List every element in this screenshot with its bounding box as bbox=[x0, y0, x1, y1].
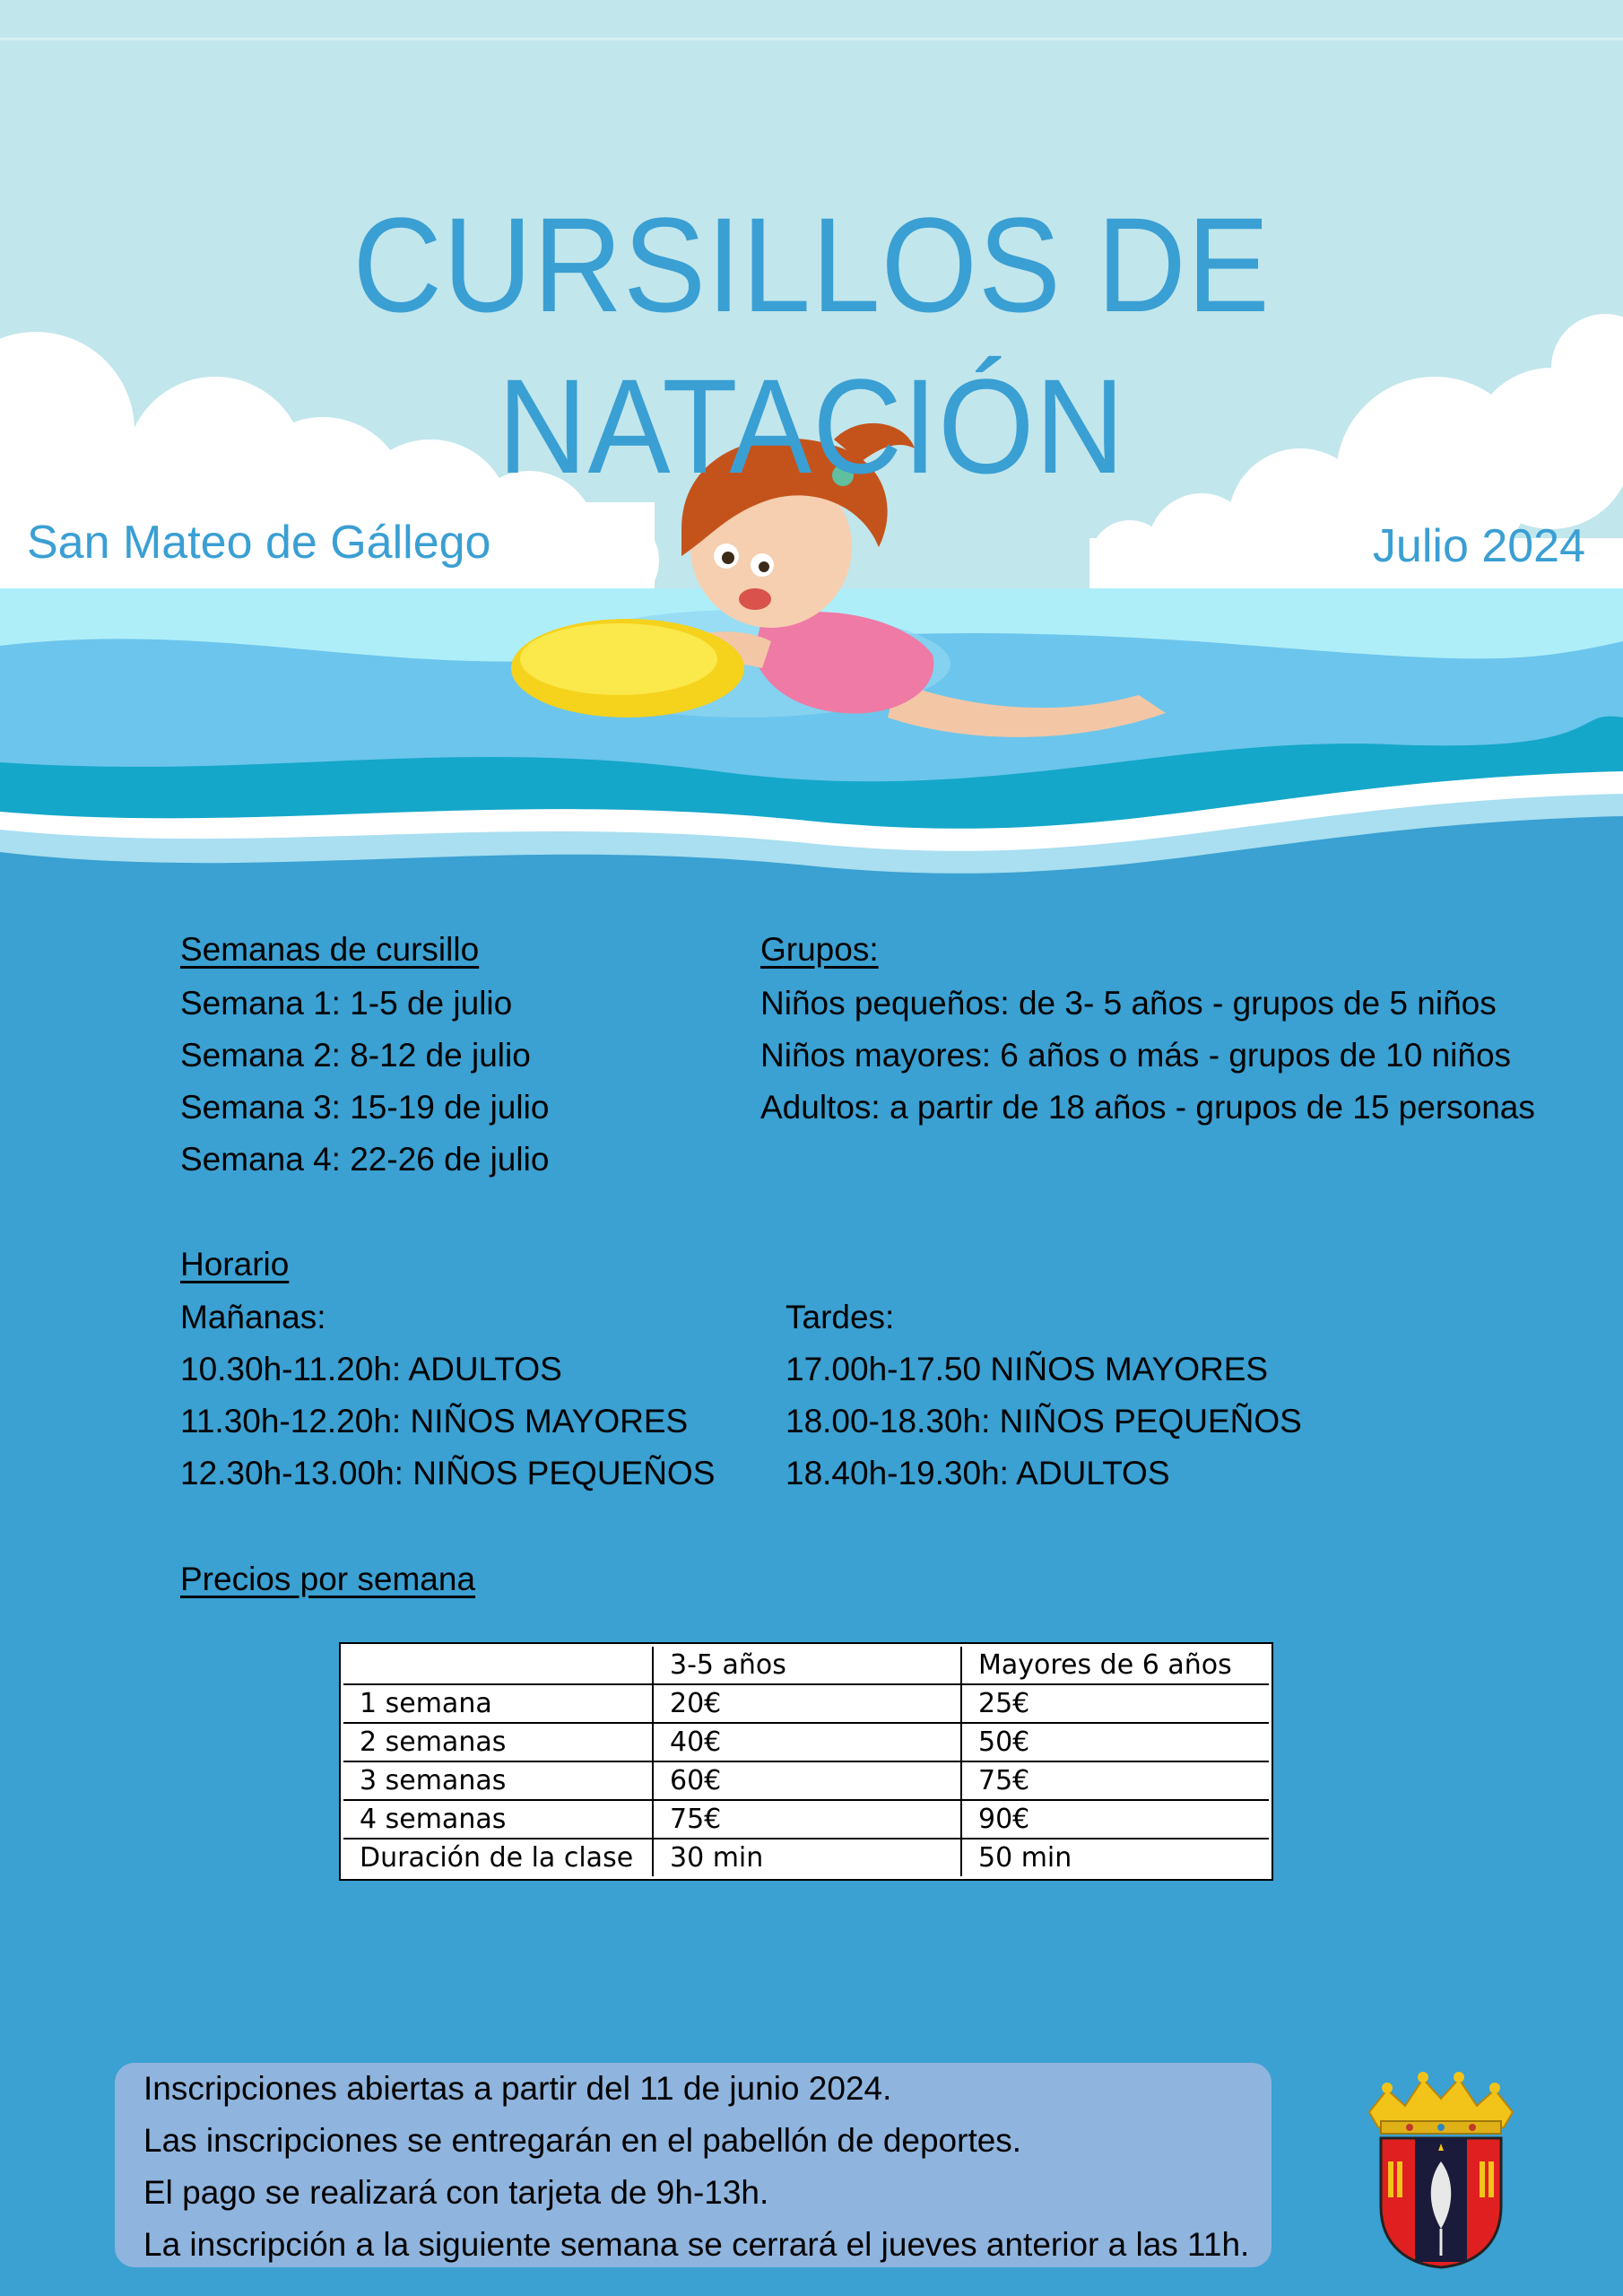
week-item: Semana 4: 22-26 de julio bbox=[180, 1141, 550, 1178]
table-cell: 75€ bbox=[653, 1800, 961, 1839]
table-cell: 25€ bbox=[961, 1684, 1271, 1723]
table-cell: 2 semanas bbox=[343, 1723, 654, 1761]
table-cell: 40€ bbox=[653, 1723, 961, 1761]
prices-table bbox=[341, 1644, 1271, 1879]
afternoon-label: Tardes: bbox=[785, 1299, 895, 1335]
table-cell: 50 min bbox=[961, 1839, 1271, 1878]
table-cell: 90€ bbox=[961, 1800, 1271, 1839]
table-row bbox=[343, 1761, 1271, 1800]
table-cell: 4 semanas bbox=[343, 1800, 654, 1839]
week-item: Semana 3: 15-19 de julio bbox=[180, 1089, 550, 1126]
table-cell: 75€ bbox=[961, 1761, 1271, 1800]
groups-list bbox=[760, 978, 1535, 1134]
group-item: Niños pequeños: de 3- 5 años - grupos de 5 niños bbox=[760, 985, 1497, 1022]
note-line: La inscripción a la siguiente semana se cerrará el jueves anterior a las 11h. bbox=[143, 2226, 1250, 2263]
morning-slot: 10.30h-11.20h: ADULTOS bbox=[180, 1351, 562, 1387]
groups-heading: Grupos: bbox=[760, 931, 879, 968]
table-row bbox=[343, 1800, 1271, 1839]
note-line: Inscripciones abiertas a partir del 11 de junio 2024. bbox=[143, 2070, 892, 2107]
prices-heading: Precios por semana bbox=[180, 1561, 476, 1597]
table-cell: 1 semana bbox=[343, 1684, 654, 1723]
table-row bbox=[343, 1839, 1271, 1878]
municipal-coat-of-arms-icon bbox=[1356, 2072, 1526, 2271]
group-item: Adultos: a partir de 18 años - grupos de 15 personas bbox=[760, 1089, 1535, 1126]
table-cell: 50€ bbox=[961, 1723, 1271, 1761]
course-date: Julio 2024 bbox=[1372, 520, 1585, 572]
afternoon-slot: 18.40h-19.30h: ADULTOS bbox=[785, 1455, 1170, 1492]
morning-schedule bbox=[180, 1292, 715, 1500]
week-item: Semana 1: 1-5 de julio bbox=[180, 985, 513, 1022]
note-line: El pago se realizará con tarjeta de 9h-13h. bbox=[143, 2174, 769, 2211]
schedule-heading: Horario bbox=[180, 1246, 290, 1283]
note-line: Las inscripciones se entregarán en el pabellón de deportes. bbox=[143, 2122, 1022, 2159]
table-header-row bbox=[343, 1646, 1271, 1685]
table-cell: 60€ bbox=[653, 1761, 961, 1800]
table-cell: 20€ bbox=[653, 1684, 961, 1723]
table-row bbox=[343, 1723, 1271, 1761]
town-name: San Mateo de Gállego bbox=[27, 517, 491, 569]
table-cell: Duración de la clase bbox=[343, 1839, 654, 1878]
table-header-cell: 3-5 años bbox=[653, 1646, 961, 1685]
morning-slot: 12.30h-13.00h: NIÑOS PEQUEÑOS bbox=[180, 1455, 716, 1492]
afternoon-slot: 18.00-18.30h: NIÑOS PEQUEÑOS bbox=[785, 1403, 1302, 1439]
table-cell: 30 min bbox=[653, 1839, 961, 1878]
group-item: Niños mayores: 6 años o más - grupos de 10 niños bbox=[760, 1037, 1512, 1074]
table-header-cell bbox=[343, 1646, 654, 1685]
week-item: Semana 2: 8-12 de julio bbox=[180, 1037, 531, 1074]
weeks-heading: Semanas de cursillo bbox=[180, 931, 480, 968]
afternoon-schedule bbox=[785, 1292, 1302, 1500]
afternoon-slot: 17.00h-17.50 NIÑOS MAYORES bbox=[785, 1351, 1269, 1387]
weeks-list bbox=[180, 978, 549, 1186]
table-header-cell: Mayores de 6 años bbox=[961, 1646, 1271, 1685]
table-row bbox=[343, 1684, 1271, 1723]
morning-label: Mañanas: bbox=[180, 1299, 326, 1335]
registration-notes bbox=[115, 2063, 1271, 2267]
table-cell: 3 semanas bbox=[343, 1761, 654, 1800]
morning-slot: 11.30h-12.20h: NIÑOS MAYORES bbox=[180, 1403, 689, 1439]
poster-title: CURSILLOS DE NATACIÓN bbox=[352, 189, 1271, 501]
